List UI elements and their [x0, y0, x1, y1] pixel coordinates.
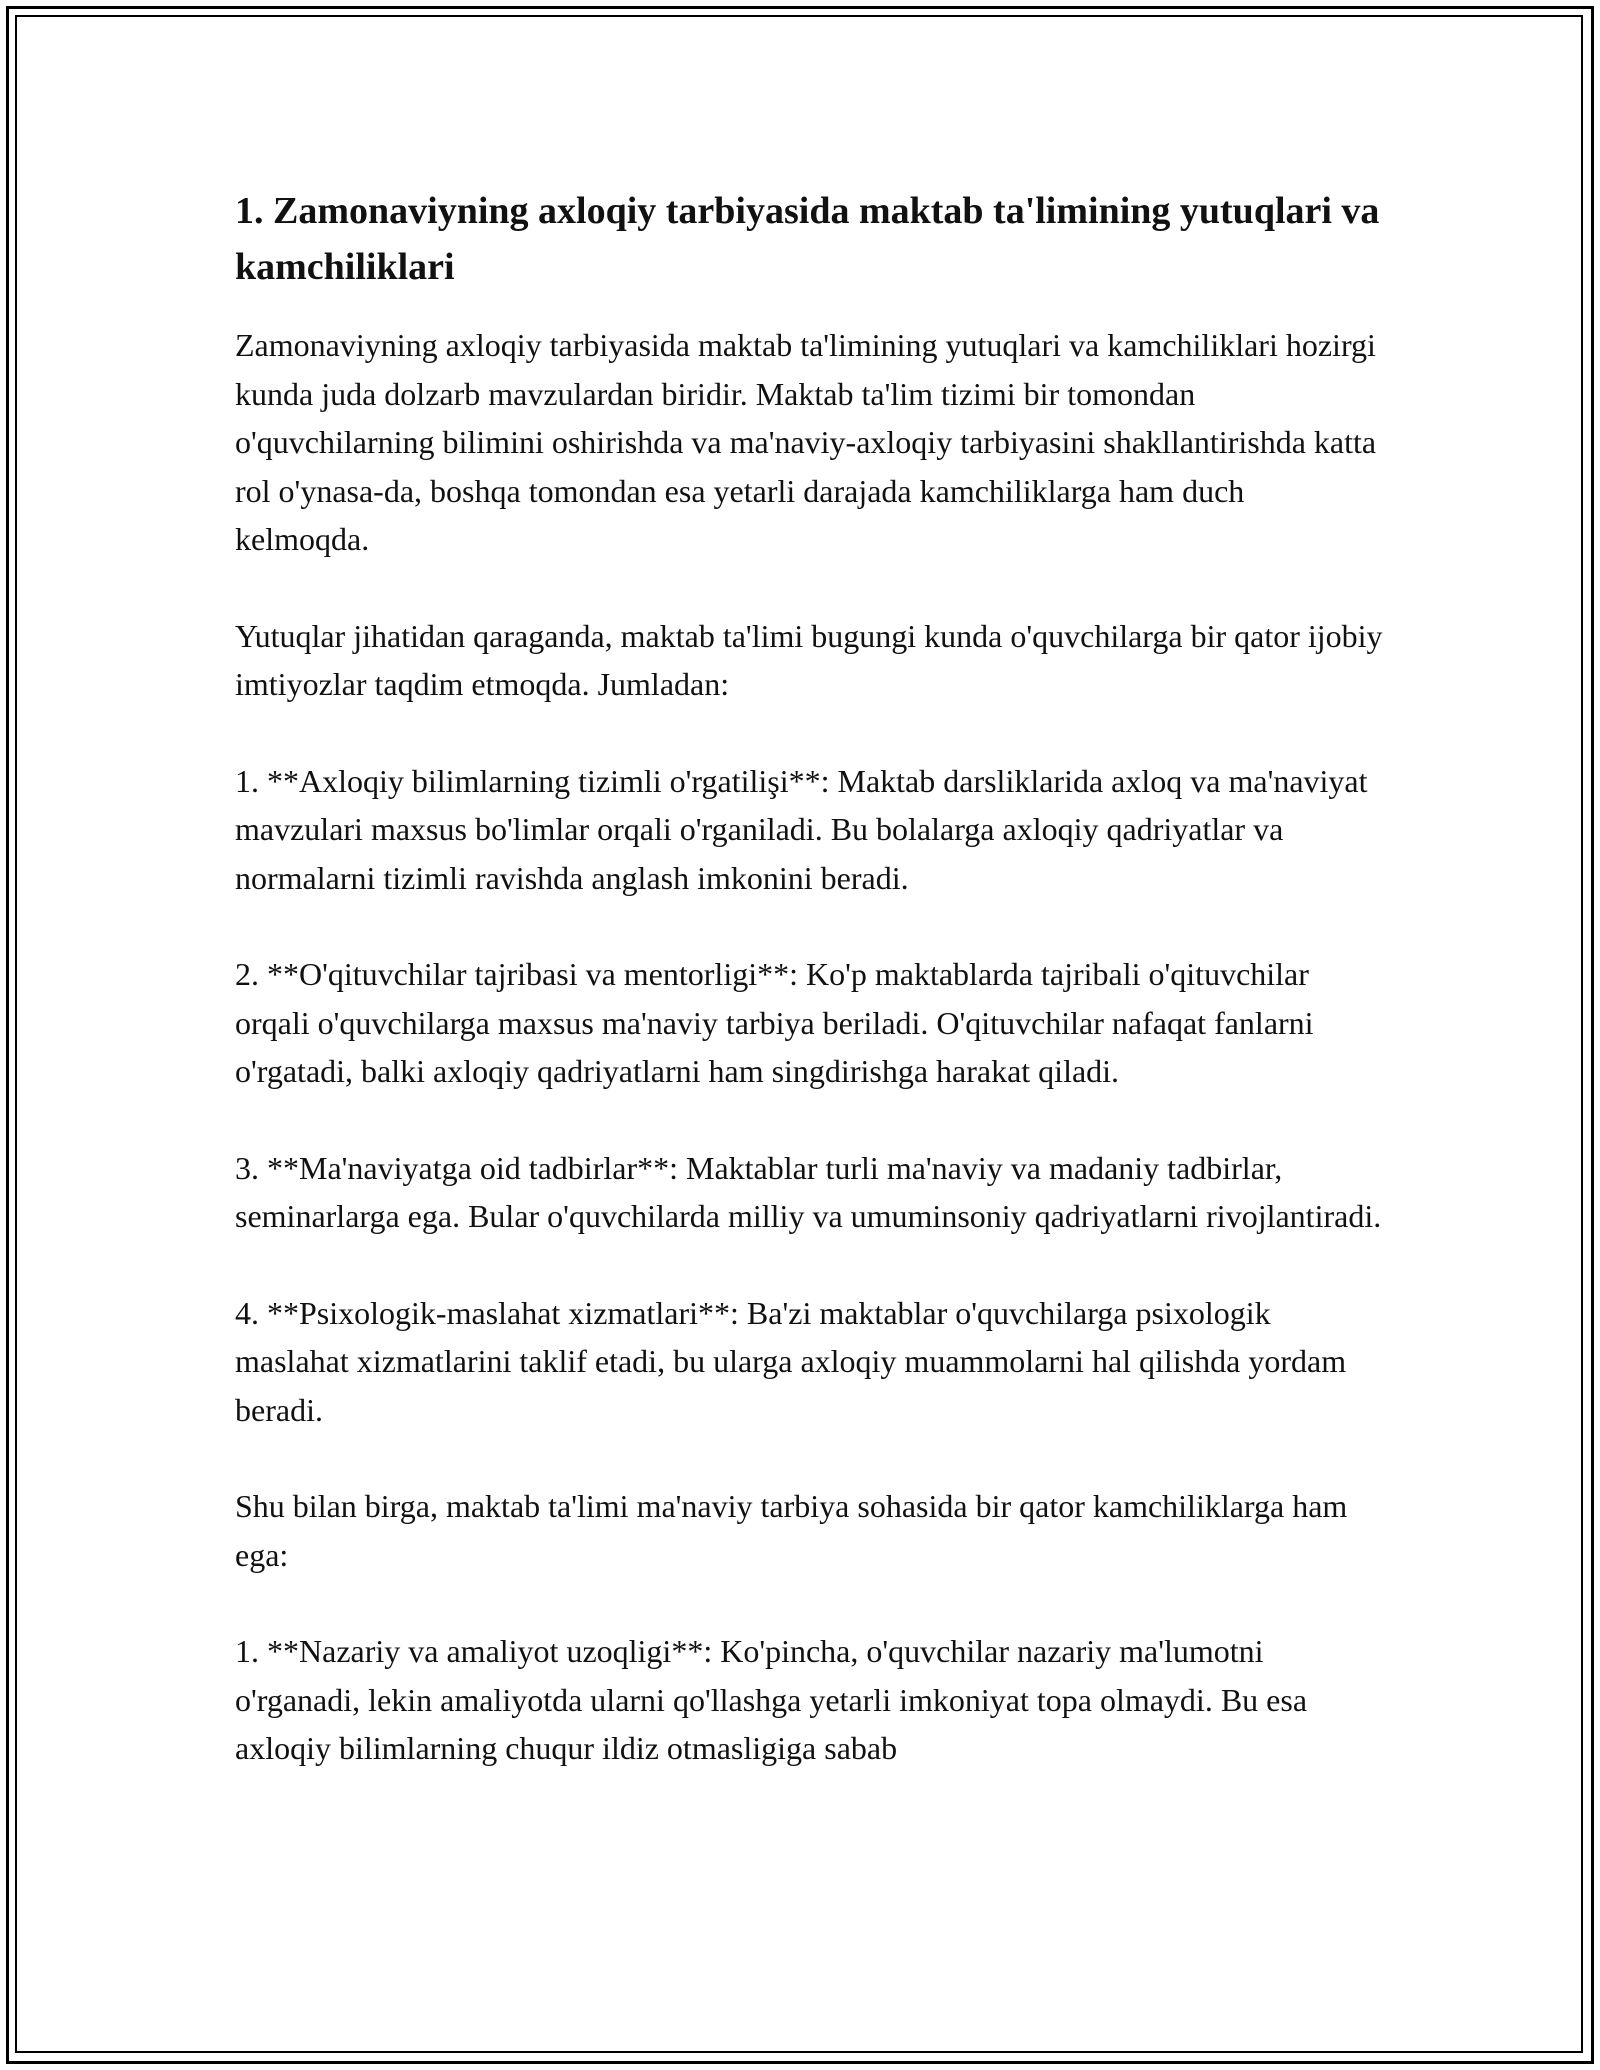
shortcoming-item-1: 1. **Nazariy va amaliyot uzoqligi**: Ko'pincha, o'quvchilar nazariy ma'lumotni o'rganadi, lekin amaliyotda ularni qo'llashga yetarli imkoniyat topa olmaydi. Bu esa axloqiy bilimlarning chuqur ildiz otmasligiga sabab — [235, 1633, 1308, 1766]
shortcomings-intro-paragraph: Shu bilan birga, maktab ta'limi ma'naviy tarbiya sohasida bir qator kamchiliklarga ham ega: — [235, 1488, 1348, 1573]
document-body — [235, 183, 1385, 1821]
achievement-item-1: 1. **Axloqiy bilimlarning tizimli o'rgatilişi**: Maktab darsliklarida axloq va ma'naviyat mavzulari maxsus bo'limlar orqali o'rganiladi. Bu bolalarga axloqiy qadriyatlar va normalarni tizimli ravishda anglash imkonini beradi. — [235, 762, 1368, 896]
achievements-intro-paragraph: Yutuqlar jihatidan qaraganda, maktab ta'limi bugungi kunda o'quvchilarga bir qator ijobiy imtiyozlar taqdim etmoqda. Jumladan: — [235, 617, 1383, 702]
document-heading: 1. Zamonaviyning axloqiy tarbiyasida maktab ta'limining yutuqlari va kamchiliklari — [235, 190, 1380, 288]
intro-paragraph: Zamonaviyning axloqiy tarbiyasida maktab ta'limining yutuqlari va kamchiliklari hozirgi kunda juda dolzarb mavzulardan biridir. Maktab ta'lim tizimi bir tomondan o'quvchilarning bilimini oshirishda va ma'naviy-axloqiy tarbiyasini shakllantirishda katta rol o'ynasa-da, boshqa tomondan esa yetarli darajada kamchiliklarga ham duch kelmoqda. — [235, 327, 1377, 557]
achievement-item-3: 3. **Ma'naviyatga oid tadbirlar**: Maktablar turli ma'naviy va madaniy tadbirlar, seminarlarga ega. Bular o'quvchilarda milliy va umuminsoniy qadriyatlarni rivojlantiradi. — [235, 1149, 1382, 1234]
achievement-item-2: 2. **O'qituvchilar tajribasi va mentorligi**: Ko'p maktablarda tajribali o'qituvchilar orqali o'quvchilarga maxsus ma'naviy tarbiya beriladi. O'qituvchilar nafaqat fanlarni o'rgatadi, balki axloqiy qadriyatlarni ham singdirishga harakat qiladi. — [235, 956, 1314, 1089]
achievement-item-4: 4. **Psixologik-maslahat xizmatlari**: Ba'zi maktablar o'quvchilarga psixologik maslahat xizmatlarini taklif etadi, bu ularga axloqiy muammolarni hal qilishda yordam beradi. — [235, 1294, 1347, 1428]
